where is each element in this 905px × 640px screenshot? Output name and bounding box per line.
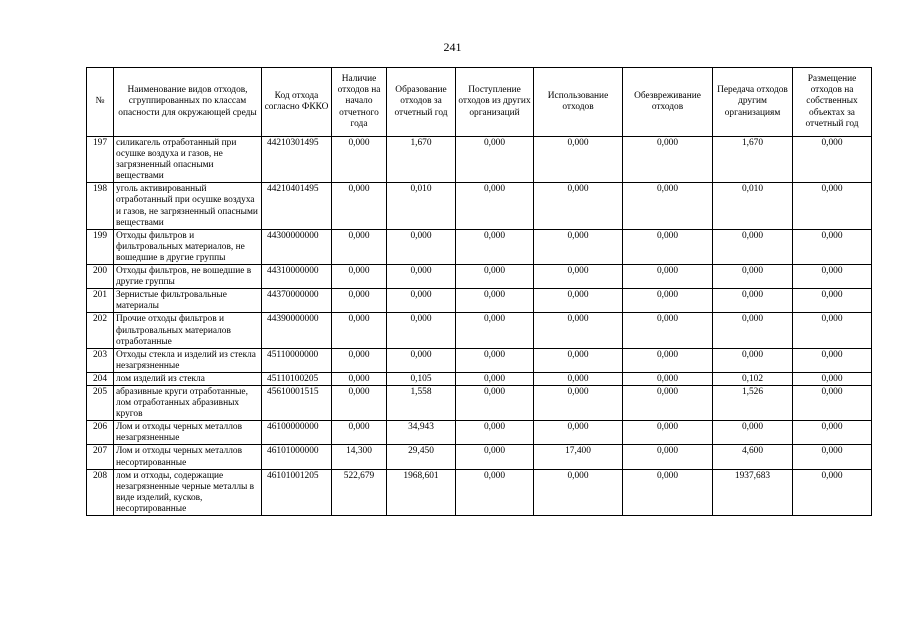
row-number: 203 — [87, 348, 114, 372]
waste-name: Прочие отходы фильтров и фильтровальных материалов отработанные — [114, 313, 262, 348]
value-received: 0,000 — [456, 289, 534, 313]
waste-code: 44390000000 — [262, 313, 332, 348]
table-row — [87, 229, 872, 264]
value-received: 0,000 — [456, 229, 534, 264]
header-placed: Размещение отходов на собственных объектах за отчетный год — [793, 68, 872, 137]
header-no: № — [87, 68, 114, 137]
header-neutralized: Обезвреживание отходов — [623, 68, 713, 137]
value-transferred: 1,670 — [713, 137, 793, 183]
waste-name: Лом и отходы черных металлов незагрязненные — [114, 421, 262, 445]
value-start: 0,000 — [332, 348, 387, 372]
waste-name: Отходы фильтров и фильтровальных материалов, не вошедшие в другие группы — [114, 229, 262, 264]
value-used: 0,000 — [534, 348, 623, 372]
waste-code: 44210401495 — [262, 183, 332, 229]
header-received: Поступление отходов из других организаций — [456, 68, 534, 137]
waste-code: 46100000000 — [262, 421, 332, 445]
row-number: 202 — [87, 313, 114, 348]
waste-code: 46101000000 — [262, 445, 332, 469]
value-neutralized: 0,000 — [623, 313, 713, 348]
value-neutralized: 0,000 — [623, 183, 713, 229]
value-placed: 0,000 — [793, 289, 872, 313]
value-start: 0,000 — [332, 137, 387, 183]
waste-table — [86, 67, 872, 516]
row-number: 197 — [87, 137, 114, 183]
row-number: 199 — [87, 229, 114, 264]
value-placed: 0,000 — [793, 385, 872, 420]
value-start: 0,000 — [332, 421, 387, 445]
value-formed: 0,000 — [387, 313, 456, 348]
value-used: 0,000 — [534, 313, 623, 348]
row-number: 207 — [87, 445, 114, 469]
value-transferred: 1,526 — [713, 385, 793, 420]
table-row — [87, 469, 872, 515]
value-used: 0,000 — [534, 183, 623, 229]
value-received: 0,000 — [456, 469, 534, 515]
value-formed: 0,000 — [387, 229, 456, 264]
waste-code: 45110000000 — [262, 348, 332, 372]
value-formed: 0,000 — [387, 289, 456, 313]
waste-code: 44370000000 — [262, 289, 332, 313]
row-number: 206 — [87, 421, 114, 445]
value-placed: 0,000 — [793, 348, 872, 372]
value-neutralized: 0,000 — [623, 385, 713, 420]
page-number: 241 — [443, 40, 462, 54]
value-start: 522,679 — [332, 469, 387, 515]
value-used: 0,000 — [534, 469, 623, 515]
value-received: 0,000 — [456, 137, 534, 183]
header-formed: Образование отходов за отчетный год — [387, 68, 456, 137]
row-number: 200 — [87, 265, 114, 289]
value-formed: 1968,601 — [387, 469, 456, 515]
value-placed: 0,000 — [793, 421, 872, 445]
value-transferred: 0,000 — [713, 348, 793, 372]
value-formed: 0,105 — [387, 372, 456, 385]
row-number: 208 — [87, 469, 114, 515]
value-formed: 34,943 — [387, 421, 456, 445]
waste-name: абразивные круги отработанные, лом отработанных абразивных кругов — [114, 385, 262, 420]
table-row — [87, 137, 872, 183]
value-placed: 0,000 — [793, 265, 872, 289]
header-code: Код отхода согласно ФККО — [262, 68, 332, 137]
value-placed: 0,000 — [793, 137, 872, 183]
value-neutralized: 0,000 — [623, 348, 713, 372]
value-used: 0,000 — [534, 372, 623, 385]
waste-name: Зернистые фильтровальные материалы — [114, 289, 262, 313]
value-placed: 0,000 — [793, 372, 872, 385]
value-received: 0,000 — [456, 265, 534, 289]
waste-name: лом изделий из стекла — [114, 372, 262, 385]
row-number: 204 — [87, 372, 114, 385]
waste-name: Отходы стекла и изделий из стекла незагрязненные — [114, 348, 262, 372]
value-neutralized: 0,000 — [623, 289, 713, 313]
value-start: 14,300 — [332, 445, 387, 469]
waste-code: 44210301495 — [262, 137, 332, 183]
value-formed: 0,000 — [387, 265, 456, 289]
row-number: 205 — [87, 385, 114, 420]
value-transferred: 0,000 — [713, 229, 793, 264]
value-placed: 0,000 — [793, 229, 872, 264]
value-start: 0,000 — [332, 313, 387, 348]
value-used: 0,000 — [534, 265, 623, 289]
value-neutralized: 0,000 — [623, 421, 713, 445]
table-row — [87, 289, 872, 313]
value-received: 0,000 — [456, 385, 534, 420]
value-transferred: 0,000 — [713, 421, 793, 445]
value-neutralized: 0,000 — [623, 265, 713, 289]
header-used: Использование отходов — [534, 68, 623, 137]
value-received: 0,000 — [456, 445, 534, 469]
waste-code: 46101001205 — [262, 469, 332, 515]
value-transferred: 0,000 — [713, 265, 793, 289]
waste-code: 44300000000 — [262, 229, 332, 264]
value-neutralized: 0,000 — [623, 137, 713, 183]
table-row — [87, 421, 872, 445]
table-row — [87, 265, 872, 289]
header-transferred: Передача отходов другим организациям — [713, 68, 793, 137]
value-start: 0,000 — [332, 183, 387, 229]
value-start: 0,000 — [332, 385, 387, 420]
table-row — [87, 372, 872, 385]
row-number: 201 — [87, 289, 114, 313]
header-name: Наименование видов отходов, сгруппированных по классам опасности для окружающей среды — [114, 68, 262, 137]
value-received: 0,000 — [456, 421, 534, 445]
table-row — [87, 445, 872, 469]
value-used: 0,000 — [534, 229, 623, 264]
value-start: 0,000 — [332, 372, 387, 385]
value-formed: 1,558 — [387, 385, 456, 420]
value-formed: 29,450 — [387, 445, 456, 469]
waste-name: силикагель отработанный при осушке воздуха и газов, не загрязненный опасными веществами — [114, 137, 262, 183]
value-neutralized: 0,000 — [623, 372, 713, 385]
waste-code: 44310000000 — [262, 265, 332, 289]
value-transferred: 0,102 — [713, 372, 793, 385]
value-start: 0,000 — [332, 229, 387, 264]
table-row — [87, 348, 872, 372]
header-start: Наличие отходов на начало отчетного года — [332, 68, 387, 137]
header-row — [87, 68, 872, 137]
value-used: 0,000 — [534, 421, 623, 445]
waste-code: 45110100205 — [262, 372, 332, 385]
value-used: 0,000 — [534, 289, 623, 313]
value-received: 0,000 — [456, 372, 534, 385]
waste-name: Лом и отходы черных металлов несортированные — [114, 445, 262, 469]
value-placed: 0,000 — [793, 183, 872, 229]
value-neutralized: 0,000 — [623, 469, 713, 515]
value-placed: 0,000 — [793, 445, 872, 469]
value-transferred: 0,010 — [713, 183, 793, 229]
value-start: 0,000 — [332, 265, 387, 289]
value-start: 0,000 — [332, 289, 387, 313]
table-row — [87, 183, 872, 229]
value-placed: 0,000 — [793, 313, 872, 348]
value-transferred: 4,600 — [713, 445, 793, 469]
value-neutralized: 0,000 — [623, 445, 713, 469]
waste-code: 45610001515 — [262, 385, 332, 420]
waste-name: уголь активированный отработанный при осушке воздуха и газов, не загрязненный опасными веществами — [114, 183, 262, 229]
value-transferred: 0,000 — [713, 289, 793, 313]
value-formed: 0,000 — [387, 348, 456, 372]
value-transferred: 1937,683 — [713, 469, 793, 515]
value-received: 0,000 — [456, 183, 534, 229]
value-formed: 1,670 — [387, 137, 456, 183]
table-row — [87, 313, 872, 348]
value-used: 17,400 — [534, 445, 623, 469]
table-row — [87, 385, 872, 420]
table-body — [87, 137, 872, 516]
value-placed: 0,000 — [793, 469, 872, 515]
value-used: 0,000 — [534, 385, 623, 420]
value-used: 0,000 — [534, 137, 623, 183]
value-received: 0,000 — [456, 313, 534, 348]
waste-name: Отходы фильтров, не вошедшие в другие группы — [114, 265, 262, 289]
waste-name: лом и отходы, содержащие незагрязненные черные металлы в виде изделий, кусков, несортированные — [114, 469, 262, 515]
value-transferred: 0,000 — [713, 313, 793, 348]
value-received: 0,000 — [456, 348, 534, 372]
row-number: 198 — [87, 183, 114, 229]
value-neutralized: 0,000 — [623, 229, 713, 264]
value-formed: 0,010 — [387, 183, 456, 229]
